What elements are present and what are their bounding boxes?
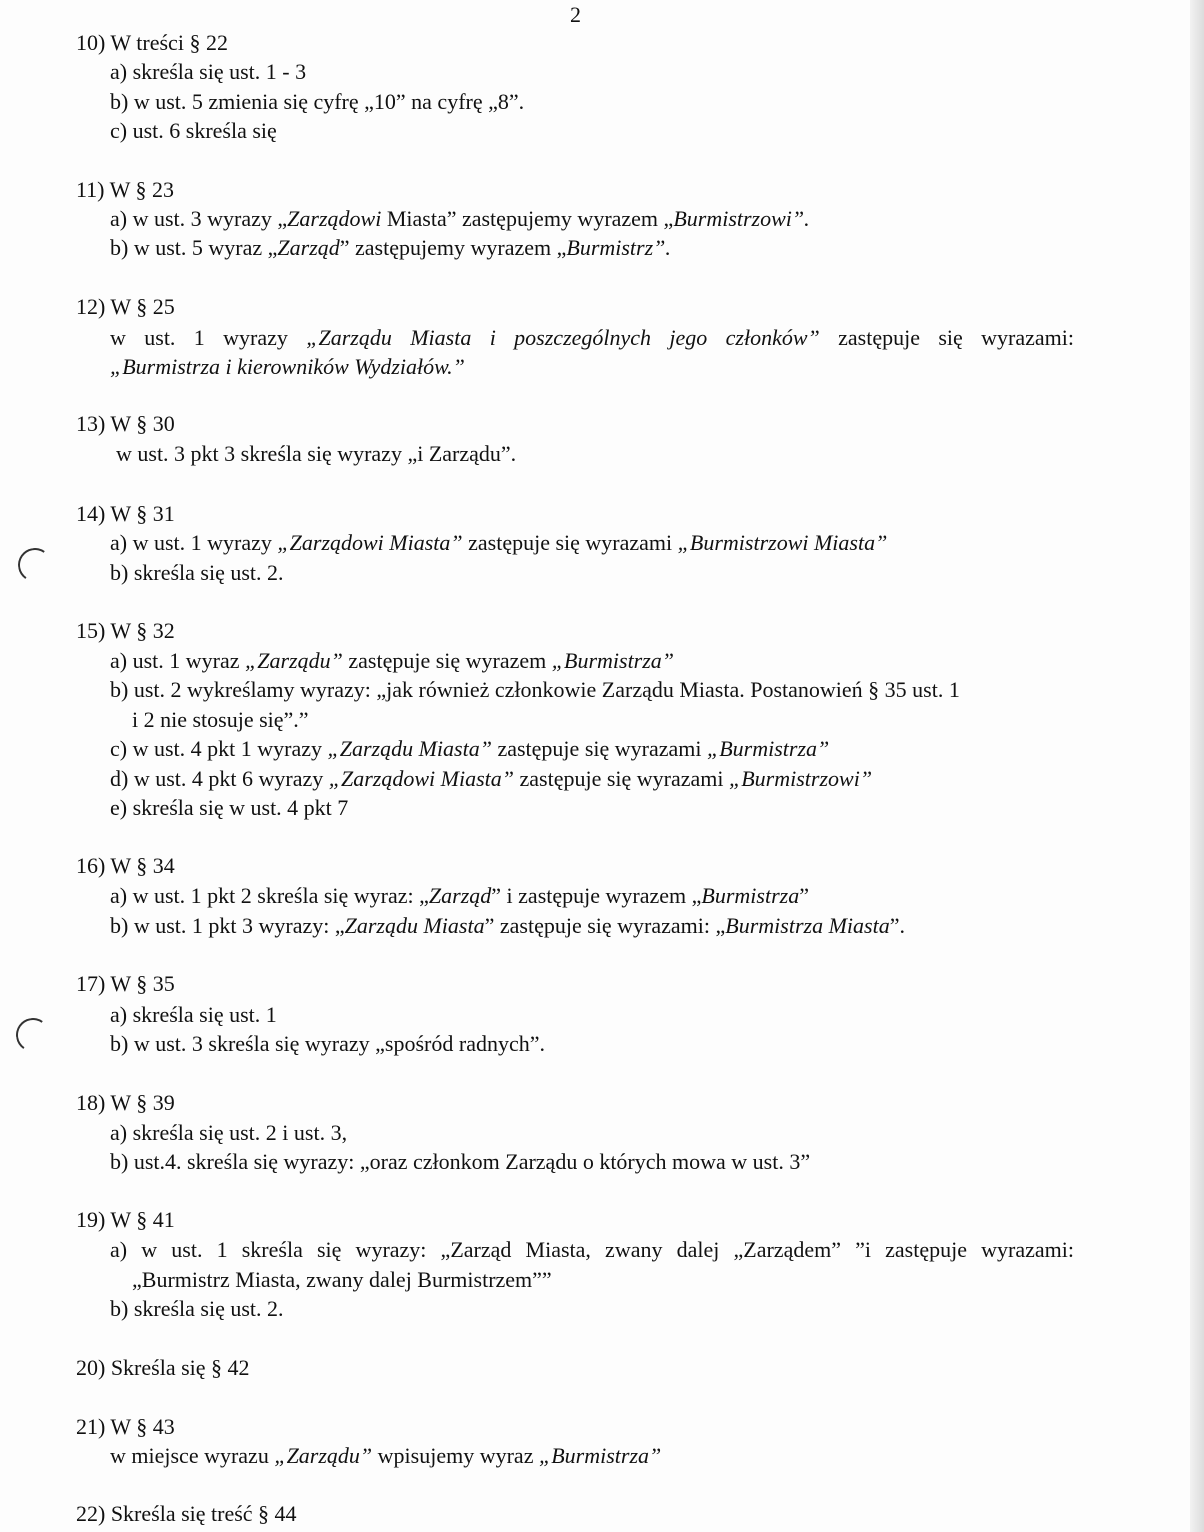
item-15-a: a) ust. 1 wyraz „Zarządu” zastępuje się wyrazem „Burmistrza” [110, 648, 675, 673]
item-18-heading: 18) W § 39 [76, 1090, 175, 1115]
item-15-b-line-2: i 2 nie stosuje się”.” [132, 707, 309, 732]
item-16-a: a) w ust. 1 pkt 2 skreśla się wyraz: „Zarząd” i zastępuje wyrazem „Burmistrza” [110, 883, 809, 908]
item-19-heading: 19) W § 41 [76, 1207, 175, 1232]
item-10-heading: 10) W treści § 22 [76, 30, 228, 55]
item-19-a-line-1: a) w ust. 1 skreśla się wyrazy: „Zarząd Miasta, zwany dalej „Zarządem” ”i zastępuje wyrazami: [110, 1237, 1074, 1262]
item-15-b-line-1: b) ust. 2 wykreślamy wyrazy: „jak również członkowie Zarządu Miasta. Postanowień § 35 ust. 1 [110, 677, 960, 702]
item-18-a: a) skreśla się ust. 2 i ust. 3, [110, 1120, 348, 1145]
item-15-e: e) skreśla się w ust. 4 pkt 7 [110, 795, 349, 820]
item-22-heading: 22) Skreśla się treść § 44 [76, 1501, 297, 1526]
item-17-a: a) skreśla się ust. 1 [110, 1002, 277, 1027]
item-13-line-1: w ust. 3 pkt 3 skreśla się wyrazy „i Zarządu”. [116, 441, 517, 466]
item-19-b: b) skreśla się ust. 2. [110, 1296, 284, 1321]
item-12-line-1: w ust. 1 wyrazy „Zarządu Miasta i poszczególnych jego członków” zastępuje się wyrazami: [110, 325, 1074, 350]
item-17-b: b) w ust. 3 skreśla się wyrazy „spośród radnych”. [110, 1031, 545, 1056]
page-number: 2 [570, 2, 581, 27]
item-21-heading: 21) W § 43 [76, 1414, 175, 1439]
item-16-b: b) w ust. 1 pkt 3 wyrazy: „Zarządu Miasta” zastępuje się wyrazami: „Burmistrza Miasta”. [110, 913, 905, 938]
item-17-heading: 17) W § 35 [76, 971, 175, 996]
item-21-line-1: w miejsce wyrazu „Zarządu” wpisujemy wyraz „Burmistrza” [110, 1443, 662, 1468]
item-19-a-line-2: „Burmistrz Miasta, zwany dalej Burmistrzem”” [132, 1267, 552, 1292]
item-11-a: a) w ust. 3 wyrazy „Zarządowi Miasta” zastępujemy wyrazem „Burmistrzowi”. [110, 206, 810, 231]
item-10-c: c) ust. 6 skreśla się [110, 118, 277, 143]
item-15-c: c) w ust. 4 pkt 1 wyrazy „Zarządu Miasta” zastępuje się wyrazami „Burmistrza” [110, 736, 830, 761]
item-14-b: b) skreśla się ust. 2. [110, 560, 284, 585]
item-14-heading: 14) W § 31 [76, 501, 175, 526]
item-11-heading: 11) W § 23 [76, 177, 174, 202]
item-10-a: a) skreśla się ust. 1 - 3 [110, 59, 307, 84]
item-18-b: b) ust.4. skreśla się wyrazy: „oraz członkom Zarządu o których mowa w ust. 3” [110, 1149, 811, 1174]
item-12-heading: 12) W § 25 [76, 294, 175, 319]
item-12-line-2: „Burmistrza i kierowników Wydziałów.” [110, 354, 465, 379]
item-20-heading: 20) Skreśla się § 42 [76, 1355, 250, 1380]
punch-hole-mark [13, 1015, 52, 1054]
item-10-b: b) w ust. 5 zmienia się cyfrę „10” na cyfrę „8”. [110, 89, 525, 114]
item-11-b: b) w ust. 5 wyraz „Zarząd” zastępujemy wyrazem „Burmistrz”. [110, 235, 671, 260]
item-14-a: a) w ust. 1 wyrazy „Zarządowi Miasta” zastępuje się wyrazami „Burmistrzowi Miasta” [110, 530, 888, 555]
punch-hole-mark [15, 545, 54, 584]
item-13-heading: 13) W § 30 [76, 411, 175, 436]
item-15-heading: 15) W § 32 [76, 618, 175, 643]
item-15-d: d) w ust. 4 pkt 6 wyrazy „Zarządowi Miasta” zastępuje się wyrazami „Burmistrzowi” [110, 766, 873, 791]
paper-edge-shadow [1190, 0, 1204, 1532]
item-16-heading: 16) W § 34 [76, 853, 175, 878]
